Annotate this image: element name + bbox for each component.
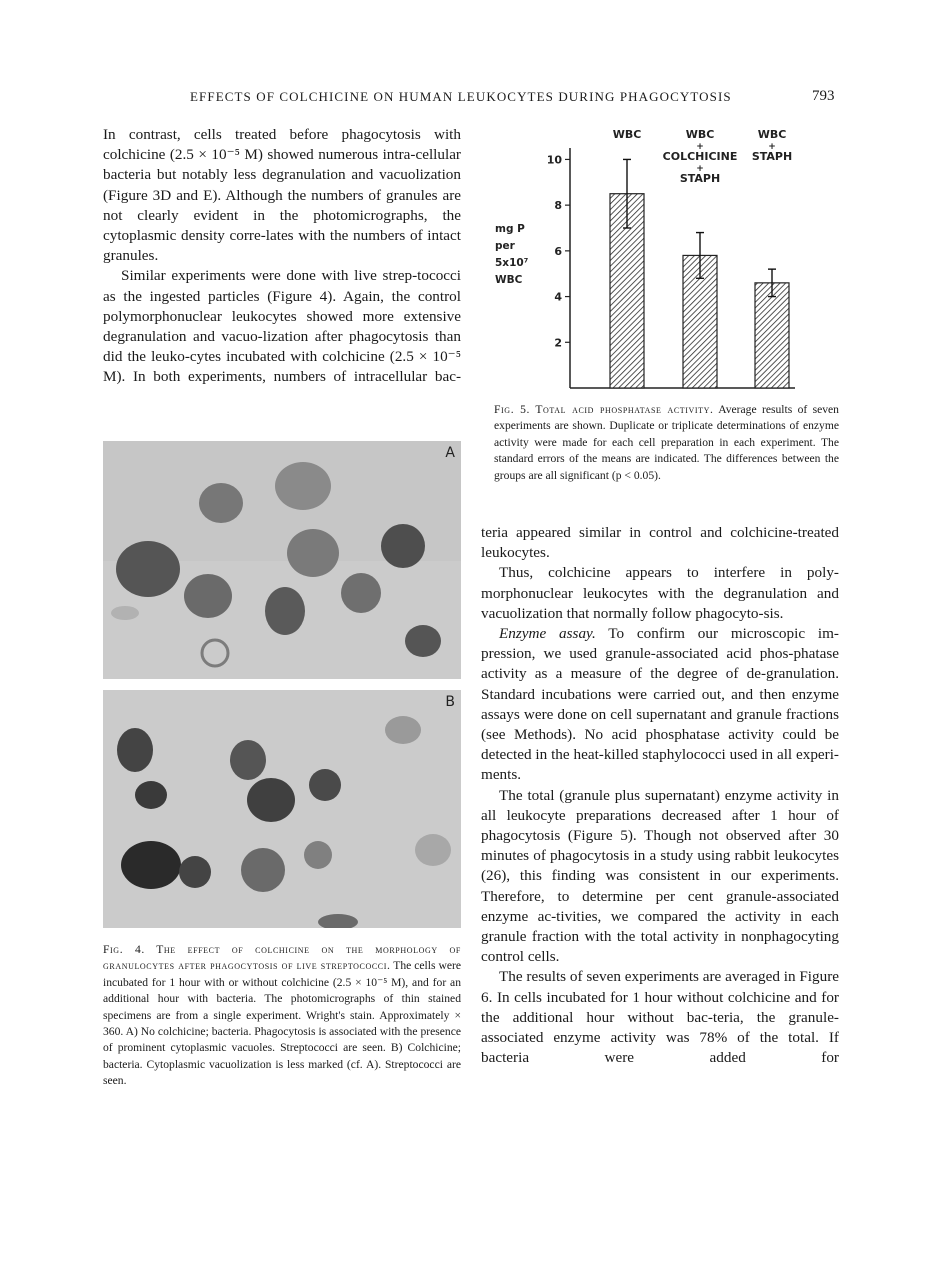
panel-a-label: A <box>445 445 455 461</box>
category-label: WBC <box>685 128 715 141</box>
caption-lead: Fig. 4. <box>103 943 145 956</box>
right-column-text <box>481 523 839 1068</box>
category-label: + <box>696 142 704 152</box>
paragraph: The total (granule plus supernatant) enzyme activity in all leukocyte preparations decreased after 1 hour of phagocytosis (Figure 5). Though not observed after 30 minutes of phagocytosis in a study using rabbit leukocytes (26), this finding was consistent in our experiments. Therefore, to determine per cent granule-associated enzyme ac-tivities, we compared the activity in each granule fraction with the total activity in nonphagocyting control cells. <box>481 786 839 966</box>
paragraph: Similar experiments were done with live strep-tococci as the ingested particles (Figure 4). Again, the control polymorphonuclear leukocytes showed more extensive degranulation and vacuo-lization after phagocytosis than did the leuko-cytes incubated with colchicine (2.5 × 10⁻⁵ M). In both experiments, numbers of intracellular bac- <box>103 267 461 386</box>
paragraph: Thus, colchicine appears to interfere in poly-morphonuclear leukocytes with the degranulation and vacuolization that normally follow phagocyto-sis. <box>481 564 839 622</box>
caption-body: Average results of seven experiments are shown. Duplicate or triplicate determinations of enzyme activity were made for each cell preparation in each experiment. The standard errors of the means are indicated. The differences between the groups are all significant (p < 0.05). <box>494 403 839 482</box>
y-tick-label: 6 <box>554 244 562 258</box>
bar <box>755 283 789 388</box>
panel-b-label: B <box>445 694 455 710</box>
micrograph-b-image <box>103 690 461 928</box>
paragraph: The results of seven experiments are averaged in Figure 6. In cells incubated for 1 hour without colchicine and for the additional hour without bac-teria, the granule-associated enzyme activity was 78% of the total. If bacteria were added for <box>481 968 839 1067</box>
figure4-caption <box>103 942 461 1090</box>
caption-body: The cells were incubated for 1 hour with or without colchicine (2.5 × 10⁻⁵ M), and for an additional hour with bacteria. The photomicrographs of thin stained specimens are from a single experiment. Wright's stain. Approximately × 360. A) No colchicine; bacteria. Phagocytosis is associated with the presence of prominent cytoplasmic vacuoles. Streptococci are seen. B) Colchicine; bacteria. Cytoplasmic vacuolization is less marked (cf. A). Streptococci are seen. <box>103 959 461 1088</box>
paragraph: In contrast, cells treated before phagocytosis with colchicine (2.5 × 10⁻⁵ M) showed numerous intra-cellular bacteria but notably less degranulation and vacuolization (Figure 3D and E). Although the numbers of granules are not clearly evident in the photomicrographs, the cytoplasmic density corre-lates with the numbers of intact granules. <box>103 126 461 265</box>
running-header <box>0 89 936 109</box>
caption-title: Total acid phosphatase activity. <box>535 403 714 416</box>
running-title: EFFECTS OF COLCHICINE ON HUMAN LEUKOCYTES DURING PHAGOCYTOSIS <box>190 89 732 104</box>
left-column-text <box>103 125 461 388</box>
category-label: WBC <box>612 128 642 141</box>
page-number: 793 <box>812 88 835 104</box>
category-label: STAPH <box>679 172 721 185</box>
y-axis-label: 5x10⁷ <box>495 257 529 269</box>
category-label: COLCHICINE <box>662 150 738 163</box>
y-axis-label: WBC <box>495 274 523 286</box>
paragraph: teria appeared similar in control and colchicine-treated leukocytes. <box>481 524 839 562</box>
category-label: + <box>768 142 776 152</box>
category-label: WBC <box>757 128 787 141</box>
y-tick-label: 8 <box>554 199 562 213</box>
micrograph-a-image <box>103 441 461 679</box>
caption-title: The effect of colchicine on the morphology of granulocytes after phagocytosis of live streptococci. <box>103 943 461 973</box>
y-tick-label: 10 <box>546 153 562 167</box>
section-heading: Enzyme assay. <box>499 625 596 643</box>
category-label: + <box>696 164 704 174</box>
micrograph-panel-a <box>103 441 461 679</box>
y-axis-label: per <box>495 240 515 252</box>
caption-lead: Fig. 5. <box>494 403 531 416</box>
figure5-caption <box>494 402 839 484</box>
category-label: STAPH <box>751 150 793 163</box>
y-axis-label: mg P <box>495 223 525 235</box>
figure5-bar-chart <box>490 120 840 395</box>
micrograph-panel-b <box>103 690 461 928</box>
y-tick-label: 2 <box>554 336 562 350</box>
paragraph-text: To confirm our microscopic im-pression, we used granule-associated acid phos-phatase activity as a measure of the degree of de-granulation. Standard incubations were carried out, and then enzyme assays were done on cell supernatant and granule fractions (see Methods). No acid phosphatase activity could be detected in the heat-killed staphylococci used in all experi-ments. <box>481 625 839 784</box>
y-tick-label: 4 <box>554 290 562 304</box>
paragraph <box>481 624 839 786</box>
